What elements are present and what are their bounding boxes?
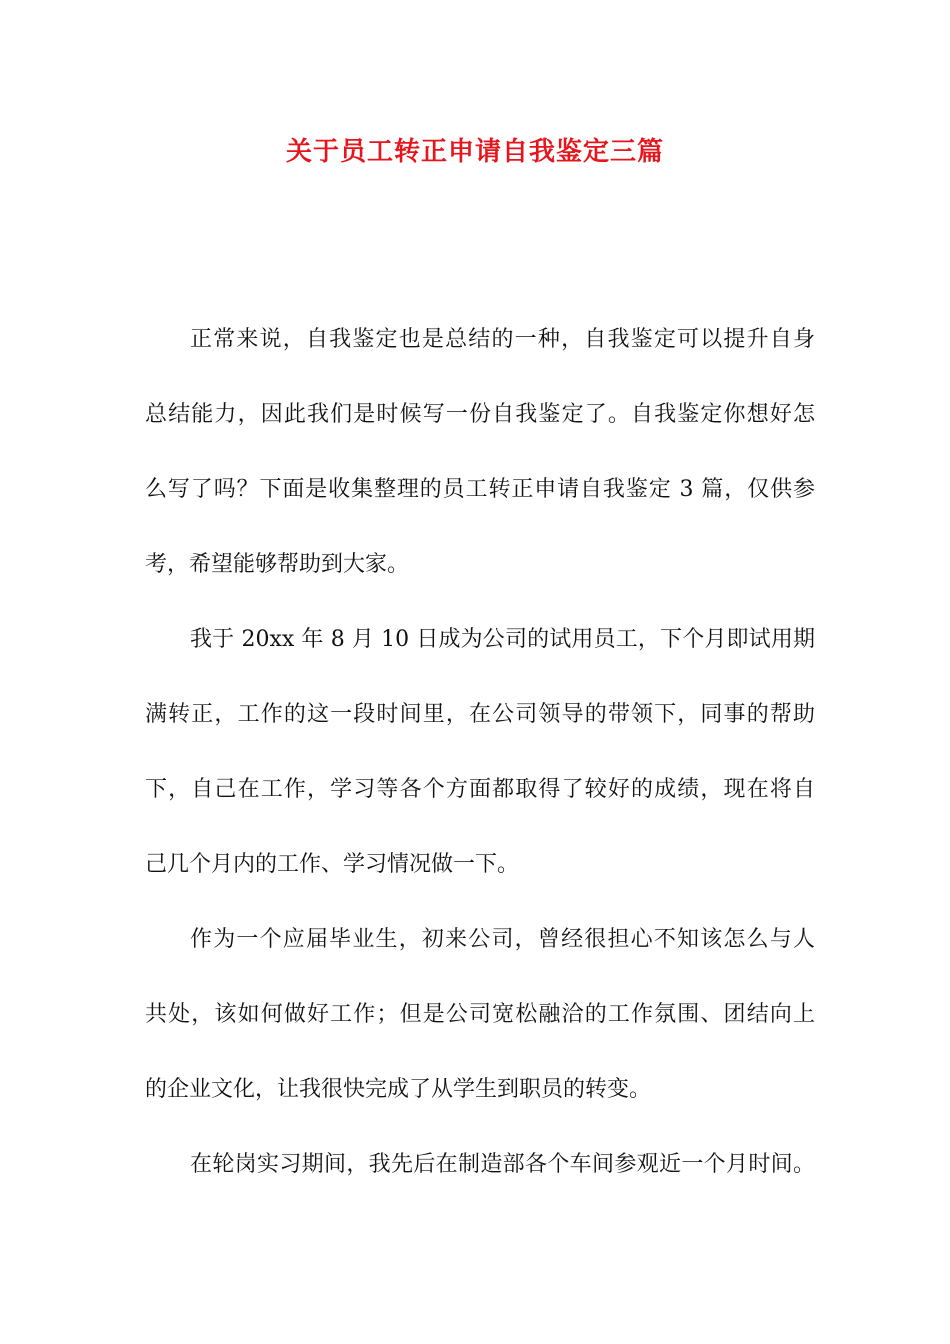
paragraph-1-line-4: 考，希望能够帮助到大家。: [145, 552, 410, 577]
paragraph-3-line-2: 共处，该如何做好工作；但是公司宽松融洽的工作氛围、团结向上: [145, 1002, 815, 1027]
paragraph-1-line-3: 么写了吗？下面是收集整理的员工转正申请自我鉴定 3 篇，仅供参: [145, 477, 815, 502]
paragraph-2-line-2: 满转正，工作的这一段时间里，在公司领导的带领下，同事的帮助: [145, 702, 815, 727]
paragraph-2-line-3: 下，自己在工作，学习等各个方面都取得了较好的成绩，现在将自: [145, 777, 815, 802]
paragraph-2-line-4: 己几个月内的工作、学习情况做一下。: [145, 852, 520, 877]
document-title: 关于员工转正申请自我鉴定三篇: [285, 137, 664, 167]
paragraph-1-line-1: 正常来说，自我鉴定也是总结的一种，自我鉴定可以提升自身: [190, 327, 815, 352]
paragraph-1-line-2: 总结能力，因此我们是时候写一份自我鉴定了。自我鉴定你想好怎: [145, 402, 815, 427]
paragraph-3-line-1: 作为一个应届毕业生，初来公司，曾经很担心不知该怎么与人: [190, 927, 815, 952]
paragraph-3-line-3: 的企业文化，让我很快完成了从学生到职员的转变。: [145, 1077, 652, 1102]
paragraph-2-line-1: 我于 20xx 年 8 月 10 日成为公司的试用员工，下个月即试用期: [190, 627, 815, 652]
paragraph-4-line-1: 在轮岗实习期间，我先后在制造部各个车间参观近一个月时间。: [190, 1152, 815, 1177]
